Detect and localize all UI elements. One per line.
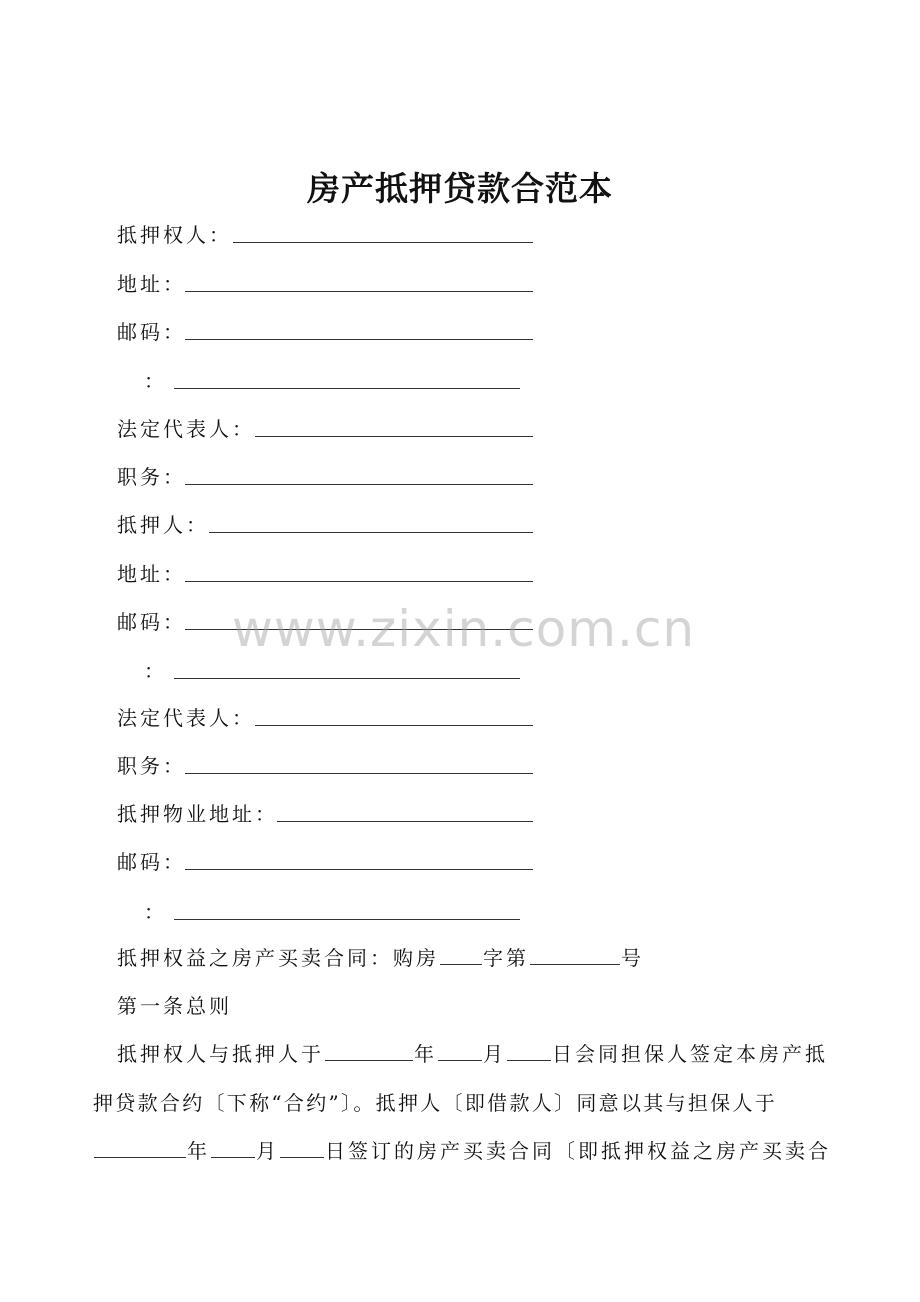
- field-label: ：: [144, 659, 167, 683]
- paragraph-line-1: [117, 1038, 828, 1070]
- field-blank-line[interactable]: [174, 919, 520, 920]
- field-blank-line[interactable]: [185, 339, 533, 340]
- field-blank-line[interactable]: [185, 629, 533, 630]
- month-blank[interactable]: [211, 1135, 255, 1158]
- field-blank-line[interactable]: [255, 436, 533, 437]
- field-label: 法定代表人：: [117, 706, 255, 730]
- field-mortgagee-position: [117, 461, 186, 493]
- field-mortgagee-legal-rep: [117, 413, 255, 445]
- contract-line-suffix: 号: [621, 946, 644, 970]
- field-label: 地址：: [117, 562, 186, 586]
- paragraph-text: 月: [483, 1042, 506, 1066]
- contract-line-mid: 字第: [483, 946, 529, 970]
- paragraph-text: 日会同担保人签定本房产抵: [552, 1042, 828, 1066]
- field-label: 职务：: [117, 465, 186, 489]
- field-blank-line[interactable]: [209, 532, 533, 533]
- field-mortgagor-position: [117, 750, 186, 782]
- field-blank-line[interactable]: [174, 388, 520, 389]
- field-blank-line[interactable]: [185, 773, 533, 774]
- field-mortgagee: [117, 219, 232, 251]
- contract-line-prefix: 抵押权益之房产买卖合同：购房: [117, 946, 439, 970]
- paragraph-text: 抵押权人与抵押人于: [117, 1042, 324, 1066]
- field-label: 法定代表人：: [117, 417, 255, 441]
- contract-reference-line: [117, 942, 644, 974]
- field-label: 地址：: [117, 272, 186, 296]
- day-blank[interactable]: [507, 1038, 551, 1061]
- paragraph-text: 月: [256, 1139, 279, 1163]
- field-mortgagor-address: [117, 558, 186, 590]
- section-heading: 第一条总则: [117, 994, 232, 1018]
- field-blank-line[interactable]: [185, 484, 533, 485]
- field-mortgagee-postcode: [117, 316, 186, 348]
- field-label: 邮码：: [117, 320, 186, 344]
- field-blank-line[interactable]: [185, 869, 533, 870]
- field-label: ：: [144, 369, 167, 393]
- month-blank[interactable]: [438, 1038, 482, 1061]
- day-blank[interactable]: [280, 1135, 324, 1158]
- field-mortgagor-extra: [144, 655, 167, 687]
- field-blank-line[interactable]: [174, 678, 520, 679]
- field-label: 抵押权人：: [117, 223, 232, 247]
- field-mortgagor-legal-rep: [117, 702, 255, 734]
- year-blank[interactable]: [325, 1038, 413, 1061]
- field-label: ：: [144, 900, 167, 924]
- paragraph-text: 日签订的房产买卖合同〔即抵押权益之房产买卖合: [325, 1139, 831, 1163]
- field-blank-line[interactable]: [277, 821, 533, 822]
- field-mortgagor-postcode: [117, 606, 186, 638]
- field-blank-line[interactable]: [185, 581, 533, 582]
- field-label: 抵押人：: [117, 513, 209, 537]
- field-blank-line[interactable]: [233, 242, 533, 243]
- paragraph-text: 年: [187, 1139, 210, 1163]
- field-mortgagee-address: [117, 268, 186, 300]
- field-label: 邮码：: [117, 850, 186, 874]
- field-property-address: [117, 798, 278, 830]
- field-blank-line[interactable]: [255, 725, 533, 726]
- paragraph-line-2: 押贷款合约〔下称“合约”〕。抵押人〔即借款人〕同意以其与担保人于: [93, 1091, 778, 1115]
- field-blank-line[interactable]: [185, 291, 533, 292]
- year-blank[interactable]: [94, 1135, 186, 1158]
- field-mortgagor: [117, 509, 209, 541]
- field-label: 职务：: [117, 754, 186, 778]
- paragraph-line-3: [93, 1135, 831, 1167]
- field-property-postcode: [117, 846, 186, 878]
- watermark: www.zixin.com.cn: [232, 600, 696, 658]
- paragraph-text: 年: [414, 1042, 437, 1066]
- contract-number-blank[interactable]: [530, 942, 620, 965]
- field-label: 邮码：: [117, 610, 186, 634]
- contract-word-blank[interactable]: [440, 942, 482, 965]
- field-label: 抵押物业地址：: [117, 802, 278, 826]
- document-title: 房产抵押贷款合范本: [307, 169, 613, 208]
- field-property-extra: [144, 896, 167, 928]
- field-mortgagee-extra: [144, 365, 167, 397]
